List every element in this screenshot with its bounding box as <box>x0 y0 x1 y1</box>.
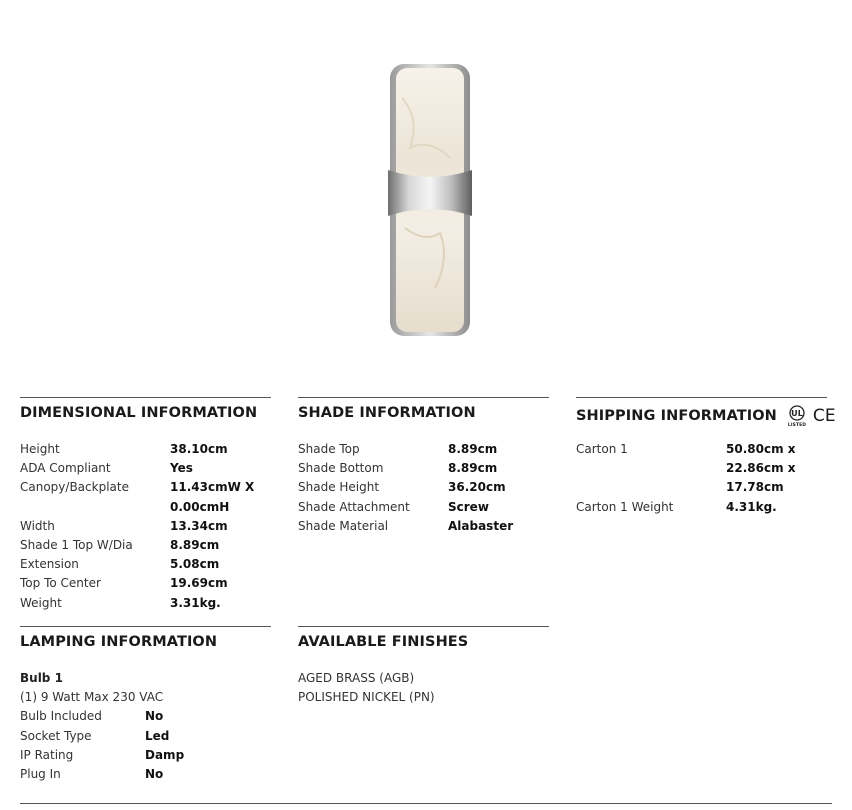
spec-row: Weight 3.31kg. <box>20 595 221 610</box>
svg-text:UL: UL <box>791 409 803 418</box>
bottom-rule <box>20 803 832 804</box>
spec-row: Shade 1 Top W/Dia 8.89cm <box>20 538 220 553</box>
section-title: LAMPING INFORMATION <box>20 634 218 650</box>
finishes-section <box>298 626 549 707</box>
section-title: SHIPPING INFORMATION UL LISTED CE <box>576 406 836 427</box>
spec-row: IP Rating Damp <box>20 747 185 762</box>
spec-row: Top To Center 19.69cm <box>20 576 228 591</box>
spec-row: Carton 1 50.80cm x 22.86cm x 17.78cm <box>576 442 796 495</box>
bulb-description: (1) 9 Watt Max 230 VAC <box>20 690 164 705</box>
section-title: DIMENSIONAL INFORMATION <box>20 405 258 421</box>
spec-row: Shade Material Alabaster <box>298 518 514 533</box>
section-title: SHADE INFORMATION <box>298 405 476 421</box>
spec-row: Shade Attachment Screw <box>298 499 489 514</box>
section-title: AVAILABLE FINISHES <box>298 634 469 650</box>
spec-row: Shade Top 8.89cm <box>298 442 498 456</box>
spec-row: Socket Type Led <box>20 728 170 743</box>
spec-row: Canopy/Backplate 11.43cmW X 0.00cmH <box>20 480 255 514</box>
shade-section <box>298 397 549 536</box>
lamping-section <box>20 626 271 784</box>
product-image <box>380 58 480 342</box>
dimensional-section <box>20 397 271 613</box>
shipping-section <box>576 397 836 517</box>
spec-row: Extension 5.08cm <box>20 557 220 572</box>
spec-row: Carton 1 Weight 4.31kg. <box>576 499 777 514</box>
spec-row: Width 13.34cm <box>20 518 228 533</box>
spec-row: Height 38.10cm <box>20 442 228 456</box>
spec-row: Shade Bottom 8.89cm <box>298 461 498 476</box>
spec-row: Plug In No <box>20 767 164 782</box>
ce-mark-icon: CE <box>812 406 836 426</box>
spec-row: ADA Compliant Yes <box>20 461 193 476</box>
spec-row: Shade Height 36.20cm <box>298 480 506 495</box>
finish-item: POLISHED NICKEL (PN) <box>298 690 435 705</box>
bulb-title: Bulb 1 <box>20 671 63 685</box>
ul-listed-icon <box>785 405 811 427</box>
spec-row: Bulb Included No <box>20 709 164 724</box>
finish-item: AGED BRASS (AGB) <box>298 671 415 685</box>
certification-marks <box>785 405 836 427</box>
svg-text:LISTED: LISTED <box>787 423 807 427</box>
